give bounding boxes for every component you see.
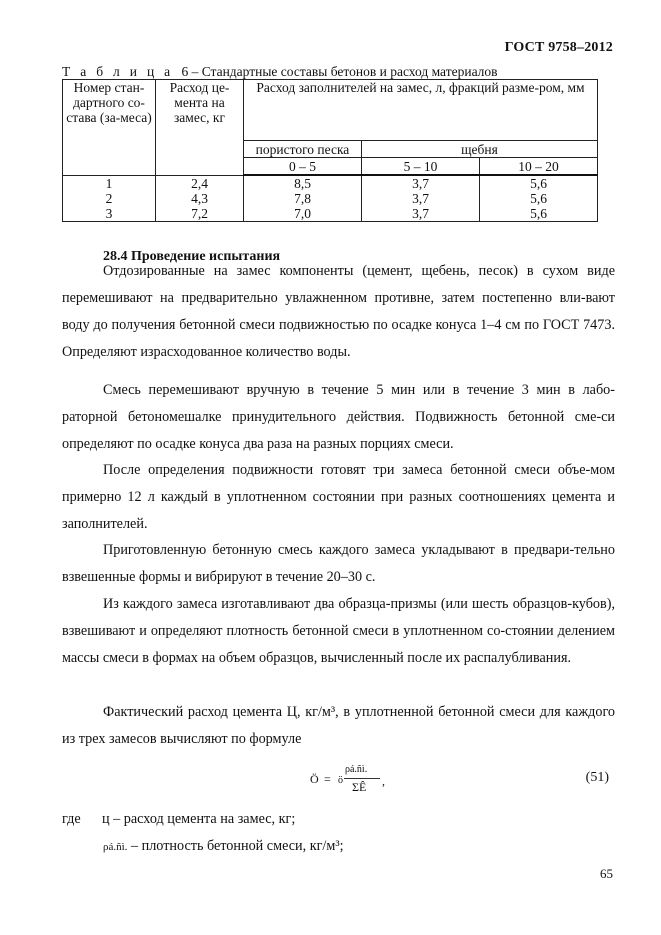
header-fraction-10-20: 10 – 20 xyxy=(480,158,598,176)
where-word: где xyxy=(62,811,81,827)
density-symbol: ρá.ñì. xyxy=(103,841,128,853)
page-number: 65 xyxy=(600,866,613,881)
paragraph-batches: После определения подвижности готовят три замеса бетонной смеси объе-мом примерно 12 л каждый в уплотненном состоянии при разных соотношениях цемента и заполнителей. xyxy=(62,462,615,532)
definition-density xyxy=(103,838,344,855)
paragraph-specimens: Из каждого замеса изготавливают два образца-призмы (или шесть образцов-кубов), взвешивают и определяют плотность бетонной смеси в уплотненном со-стоянии делением массы смеси в формах на объем образцов, вычисленный после их распалубливания. xyxy=(62,596,615,666)
formula-denominator: ΣÊ xyxy=(352,780,367,794)
cell-gravel-10-20: 5,6 xyxy=(480,175,598,191)
section-heading: 28.4 Проведение испытания xyxy=(103,249,281,264)
cell-gravel-5-10: 3,7 xyxy=(362,175,480,191)
formula-lhs: Ö xyxy=(310,772,319,786)
paragraph-cement-consumption: Фактический расход цемента Ц, кг/м³, в уплотненной бетонной смеси для каждого из трех замесов вычисляют по формуле xyxy=(62,704,615,747)
cell-cement: 4,3 xyxy=(156,191,244,206)
header-porous-sand: пористого песка xyxy=(244,141,362,158)
header-composition-number: Номер стан-дартного со-става (за-меса) xyxy=(63,80,156,176)
header-cement-consumption: Расход це-мента на замес, кг xyxy=(156,80,244,176)
header-aggregate-consumption: Расход заполнителей на замес, л, фракций разме-ром, мм xyxy=(244,80,598,141)
table-row xyxy=(63,191,598,206)
cell-number: 1 xyxy=(63,175,156,191)
paragraph-dosing: Отдозированные на замес компоненты (цемент, щебень, песок) в сухом виде перемешивают на предварительно увлажненном противне, затем постепенно вли-вают воду до получения бетонной смеси подвижностью по осадке конуса 1–4 см по ГОСТ 7473. Определяют израсходованное количество воды. xyxy=(62,263,615,360)
cell-sand: 7,0 xyxy=(244,206,362,222)
cell-gravel-5-10: 3,7 xyxy=(362,191,480,206)
header-gravel: щебня xyxy=(362,141,598,158)
cell-sand: 7,8 xyxy=(244,191,362,206)
table-row xyxy=(63,175,598,191)
table-caption-text: 6 – Стандартные составы бетонов и расход материалов xyxy=(181,64,498,79)
formula-51 xyxy=(310,766,390,800)
formula-number: (51) xyxy=(585,770,609,785)
cell-gravel-10-20: 5,6 xyxy=(480,206,598,222)
header-fraction-5-10: 5 – 10 xyxy=(362,158,480,176)
paragraph-mixing: Смесь перемешивают вручную в течение 5 мин или в течение 3 мин в лабо-раторной бетономешалке принудительного действия. Подвижность бетонной сме-си определяют по осадке конуса два раза на разных порциях смеси. xyxy=(62,382,615,452)
cell-gravel-5-10: 3,7 xyxy=(362,206,480,222)
definition-density-text: – плотность бетонной смеси, кг/м³; xyxy=(127,838,344,854)
formula-equals: = xyxy=(324,772,331,786)
cell-sand: 8,5 xyxy=(244,175,362,191)
paragraph-molds: Приготовленную бетонную смесь каждого замеса укладывают в предвари-тельно взвешенные формы и вибрируют в течение 20–30 с. xyxy=(62,542,615,585)
document-id: ГОСТ 9758–2012 xyxy=(504,40,613,55)
cell-number: 2 xyxy=(63,191,156,206)
table-caption xyxy=(62,64,498,80)
cell-cement: 2,4 xyxy=(156,175,244,191)
formula-factor: ö xyxy=(338,775,343,786)
formula-numerator: ρá.ñì. xyxy=(345,764,368,775)
header-fraction-0-5: 0 – 5 xyxy=(244,158,362,176)
materials-table xyxy=(62,79,598,222)
formula-comma: , xyxy=(382,774,385,788)
definition-cement-text: ц – расход цемента на замес, кг; xyxy=(102,811,296,827)
cell-gravel-10-20: 5,6 xyxy=(480,191,598,206)
table-row xyxy=(63,206,598,222)
cell-number: 3 xyxy=(63,206,156,222)
cell-cement: 7,2 xyxy=(156,206,244,222)
definition-cement xyxy=(62,811,295,828)
formula-fraction-bar xyxy=(344,778,380,779)
table-caption-word: Т а б л и ц а xyxy=(62,64,174,79)
